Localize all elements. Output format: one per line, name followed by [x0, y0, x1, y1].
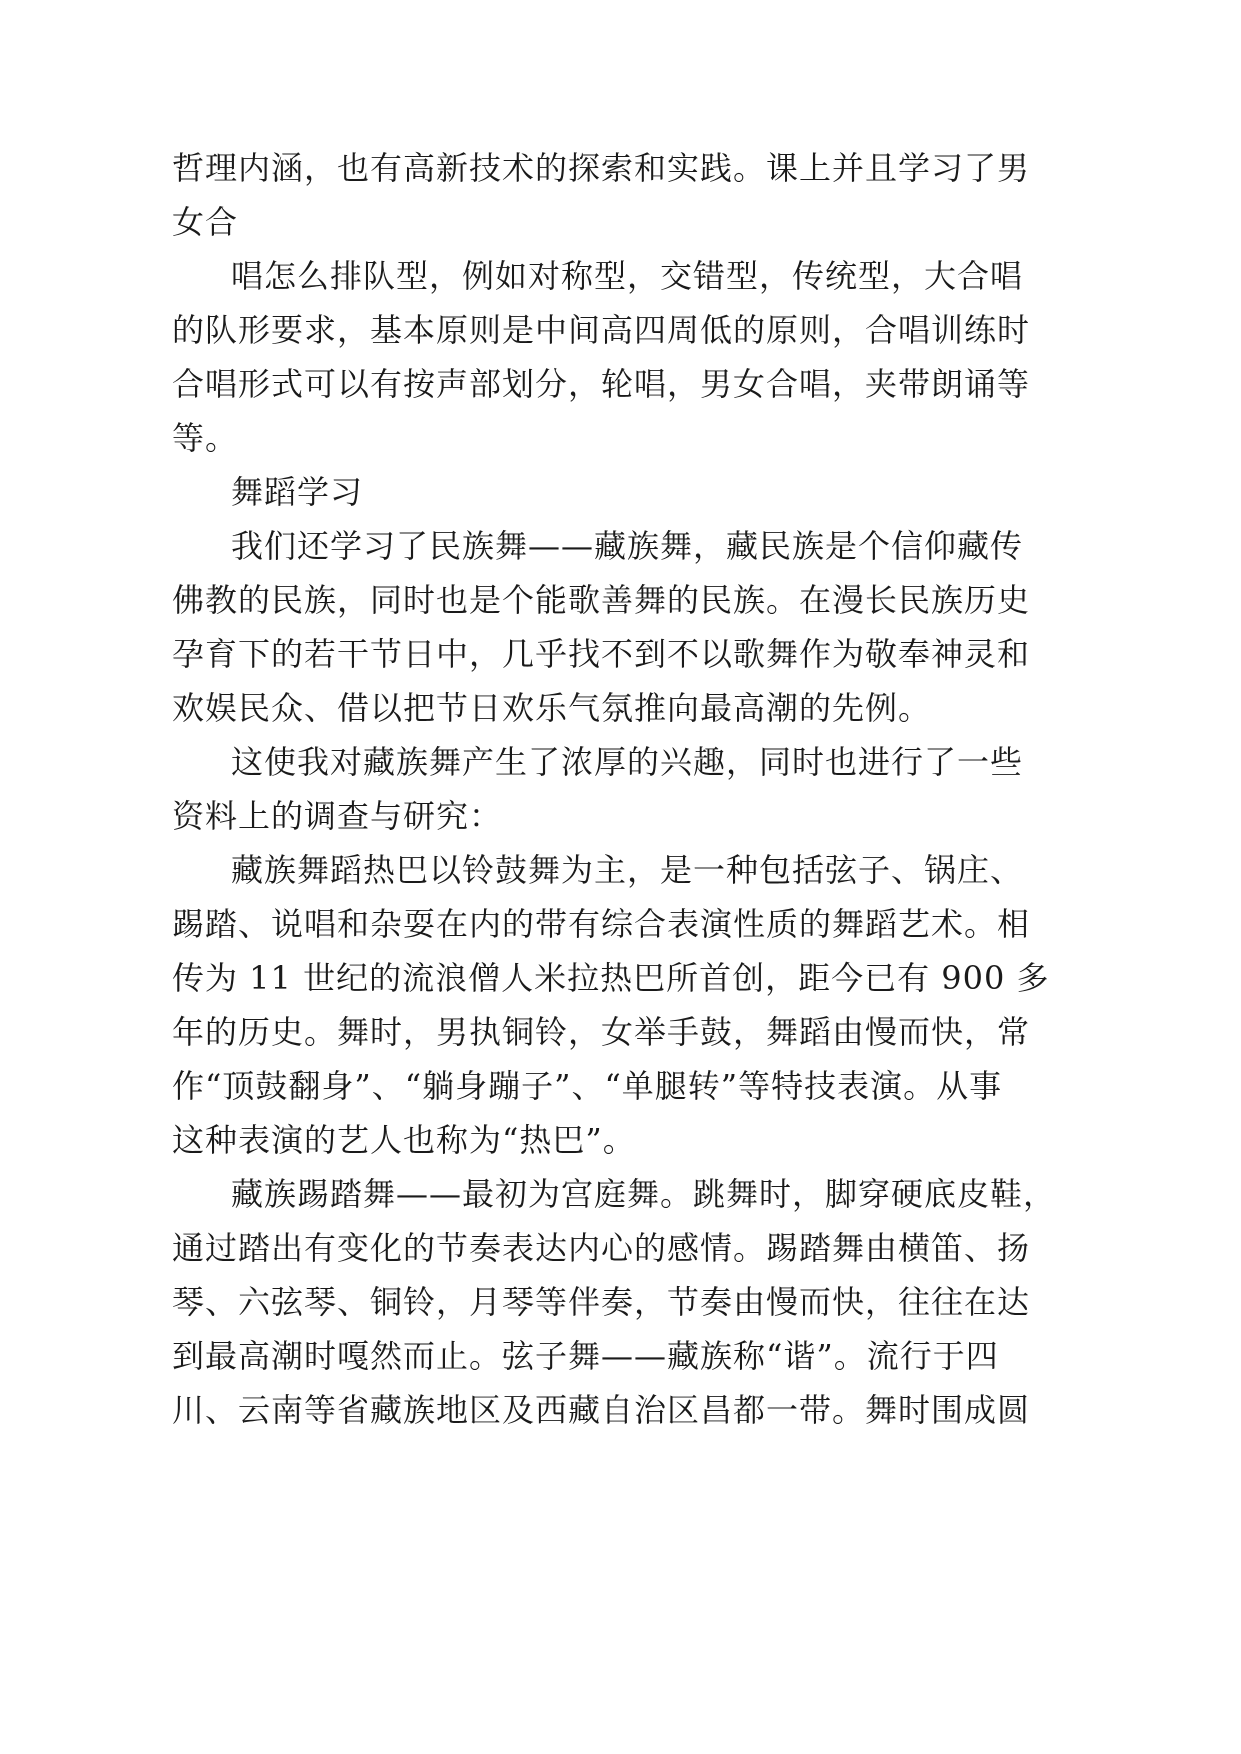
- paragraph-start: 藏族舞蹈热巴以铃鼓舞为主，是一种包括弦子、锅庄、: [231, 851, 1024, 889]
- paragraph-start: 我们还学习了民族舞——藏族舞，藏民族是个信仰藏传: [231, 527, 1024, 565]
- paragraph-start: 藏族踢踏舞——最初为宫庭舞。跳舞时，脚穿硬底皮鞋，: [231, 1175, 1057, 1213]
- text-line: 哲理内涵，也有高新技术的探索和实践。课上并且学习了男: [172, 149, 1031, 187]
- text-line: 通过踏出有变化的节奏表达内心的感情。踢踏舞由横笛、扬: [172, 1229, 1031, 1267]
- text-line: 女合: [172, 203, 239, 241]
- paragraph-start: 唱怎么排队型，例如对称型，交错型，传统型，大合唱: [231, 257, 1024, 295]
- text-line: 欢娱民众、借以把节日欢乐气氛推向最高潮的先例。: [172, 689, 932, 727]
- text-line: 年的历史。舞时，男执铜铃，女举手鼓，舞蹈由慢而快，常: [172, 1013, 1031, 1051]
- text-line: 传为 11 世纪的流浪僧人米拉热巴所首创，距今已有 900 多: [172, 959, 1050, 997]
- text-line: 到最高潮时嘎然而止。弦子舞——藏族称“谐”。流行于四: [172, 1337, 999, 1375]
- text-line: 等。: [172, 419, 239, 457]
- text-line: 合唱形式可以有按声部划分，轮唱，男女合唱，夹带朗诵等: [172, 365, 1031, 403]
- text-line: 川、云南等省藏族地区及西藏自治区昌都一带。舞时围成圆: [172, 1391, 1031, 1429]
- text-line: 佛教的民族，同时也是个能歌善舞的民族。在漫长民族历史: [172, 581, 1031, 619]
- text-line: 这种表演的艺人也称为“热巴”。: [172, 1121, 636, 1159]
- text-line: 资料上的调查与研究：: [172, 797, 503, 835]
- text-line: 的队形要求，基本原则是中间高四周低的原则，合唱训练时: [172, 311, 1031, 349]
- paragraph-start: 这使我对藏族舞产生了浓厚的兴趣，同时也进行了一些: [231, 743, 1024, 781]
- section-heading: 舞蹈学习: [231, 473, 364, 511]
- text-line: 作“顶鼓翻身”、“躺身蹦子”、“单腿转”等特技表演。从事: [172, 1067, 1003, 1105]
- text-line: 琴、六弦琴、铜铃，月琴等伴奏，节奏由慢而快，往往在达: [172, 1283, 1031, 1321]
- text-line: 孕育下的若干节日中，几乎找不到不以歌舞作为敬奉神灵和: [172, 635, 1031, 673]
- text-line: 踢踏、说唱和杂耍在内的带有综合表演性质的舞蹈艺术。相: [172, 905, 1031, 943]
